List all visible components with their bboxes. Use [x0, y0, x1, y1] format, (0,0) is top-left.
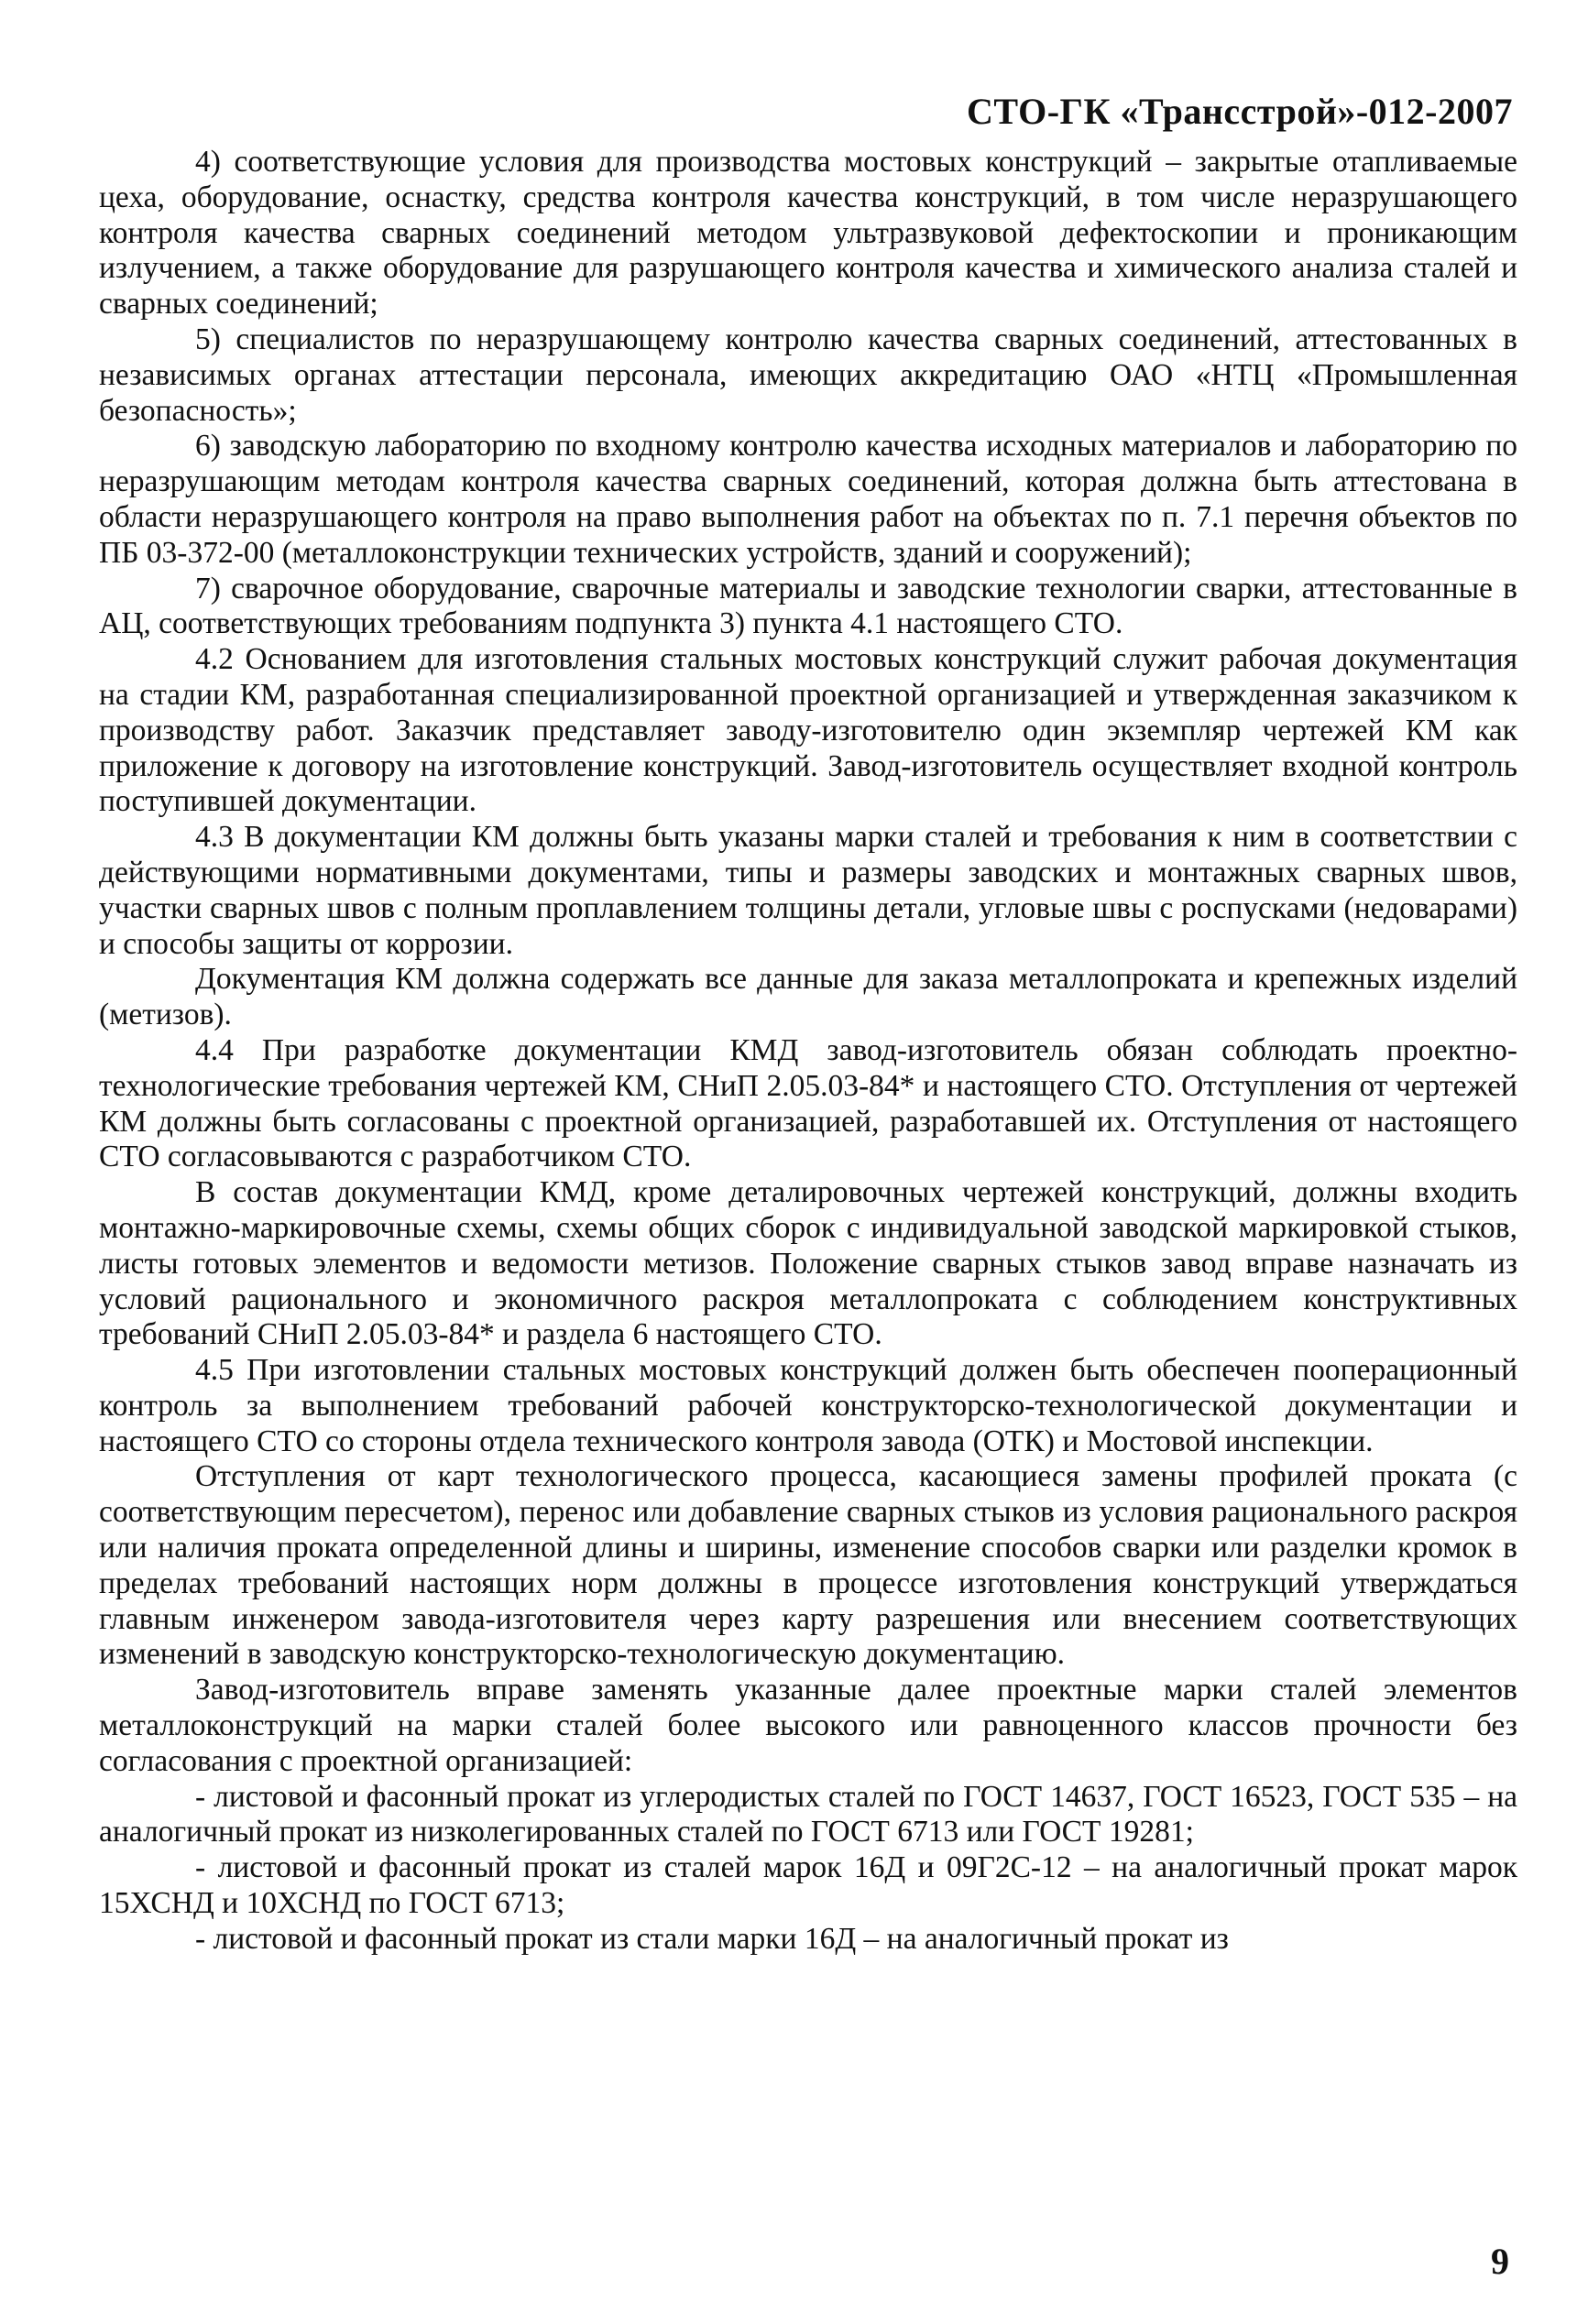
document-code-header: СТО-ГК «Трансстрой»-012-2007	[967, 91, 1513, 132]
paragraph-item-7: 7) сварочное оборудование, сварочные материалы и заводские технологии сварки, аттестованные в АЦ, соответствующих требованиям подпункта 3) пункта 4.1 настоящего СТО.	[99, 571, 1517, 641]
paragraph-kmd-composition: В состав документации КМД, кроме деталировочных чертежей конструкций, должны входить монтажно-маркировочные схемы, схемы общих сборок с индивидуальной заводской маркировкой стыков, листы готовых элементов и ведомости метизов. Положение сварных стыков завод вправе назначать из условий рационального и экономичного раскроя металлопроката с соблюдением конструктивных требований СНиП 2.05.03-84* и раздела 6 настоящего СТО.	[99, 1175, 1517, 1352]
paragraph-item-6: 6) заводскую лабораторию по входному контролю качества исходных материалов и лабораторию по неразрушающим методам контроля качества сварных соединений, которая должна быть аттестована в области неразрушающего контроля на право выполнения работ на объектах по п. 7.1 перечня объектов по ПБ 03-372-00 (металлоконструкции технических устройств, зданий и сооружений);	[99, 429, 1517, 570]
paragraph-deviations: Отступления от карт технологического процесса, касающиеся замены профилей проката (с соответствующим пересчетом), перенос или добавление сварных стыков из условия рационального раскроя или наличия проката определенной длины и ширины, изменение способов сварки или разделки кромок в пределах требований настоящих норм должны в процессе изготовления конструкций утверждаться главным инженером завода-изготовителя через карту разрешения или внесением соответствующих изменений в заводскую конструкторско-технологическую документацию.	[99, 1459, 1517, 1672]
paragraph-steel-replacement: Завод-изготовитель вправе заменять указанные далее проектные марки сталей элементов металлоконструкций на марки сталей более высокого или равноценного классов прочности без согласования с проектной организацией:	[99, 1673, 1517, 1778]
list-item-16d: - листовой и фасонный прокат из стали марки 16Д – на аналогичный прокат из	[195, 1921, 1229, 1956]
page-number: 9	[1491, 2241, 1509, 2282]
paragraph-4-4: 4.4 При разработке документации КМД завод-изготовитель обязан соблюдать проектно-технологические требования чертежей КМ, СНиП 2.05.03-84* и настоящего СТО. Отступления от чертежей КМ должны быть согласованы с проектной организацией, разработавшей их. Отступления от настоящего СТО согласовываются с разработчиком СТО.	[99, 1032, 1517, 1174]
paragraph-item-5: 5) специалистов по неразрушающему контролю качества сварных соединений, аттестованных в независимых органах аттестации персонала, имеющих аккредитацию ОАО «НТЦ «Промышленная безопасность»;	[99, 322, 1517, 428]
document-body	[99, 145, 1517, 1958]
paragraph-item-4: 4) соответствующие условия для производства мостовых конструкций – закрытые отапливаемые цеха, оборудование, оснастку, средства контроля качества конструкций, в том числе неразрушающего контроля качества сварных соединений методом ультразвуковой дефектоскопии и проникающим излучением, а также оборудование для разрушающего контроля качества и химического анализа сталей и сварных соединений;	[99, 145, 1517, 322]
paragraph-4-2: 4.2 Основанием для изготовления стальных мостовых конструкций служит рабочая документация на стадии КМ, разработанная специализированной проектной организацией и утвержденная заказчиком к производству работ. Заказчик представляет заводу-изготовителю один экземпляр чертежей КМ как приложение к договору на изготовление конструкций. Завод-изготовитель осуществляет входной контроль поступившей документации.	[99, 642, 1517, 819]
paragraph-4-5: 4.5 При изготовлении стальных мостовых конструкций должен быть обеспечен пооперационный контроль за выполнением требований рабочей конструкторско-технологической документации и настоящего СТО со стороны отдела технического контроля завода (ОТК) и Мостовой инспекции.	[99, 1353, 1517, 1458]
list-item-carbon-steel: - листовой и фасонный прокат из углеродистых сталей по ГОСТ 14637, ГОСТ 16523, ГОСТ 535 – на аналогичный прокат из низколегированных сталей по ГОСТ 6713 или ГОСТ 19281;	[99, 1779, 1517, 1849]
paragraph-km-documentation: Документация КМ должна содержать все данные для заказа металлопроката и крепежных изделий (метизов).	[99, 962, 1517, 1032]
paragraph-4-3: 4.3 В документации КМ должны быть указаны марки сталей и требования к ним в соответствии с действующими нормативными документами, типы и размеры заводских и монтажных сварных швов, участки сварных швов с полным проплавлением толщины детали, угловые швы с роспусками (недоварами) и способы защиты от коррозии.	[99, 820, 1517, 961]
list-item-16d-09g2s: - листовой и фасонный прокат из сталей марок 16Д и 09Г2С-12 – на аналогичный прокат марок 15ХСНД и 10ХСНД по ГОСТ 6713;	[99, 1850, 1517, 1921]
